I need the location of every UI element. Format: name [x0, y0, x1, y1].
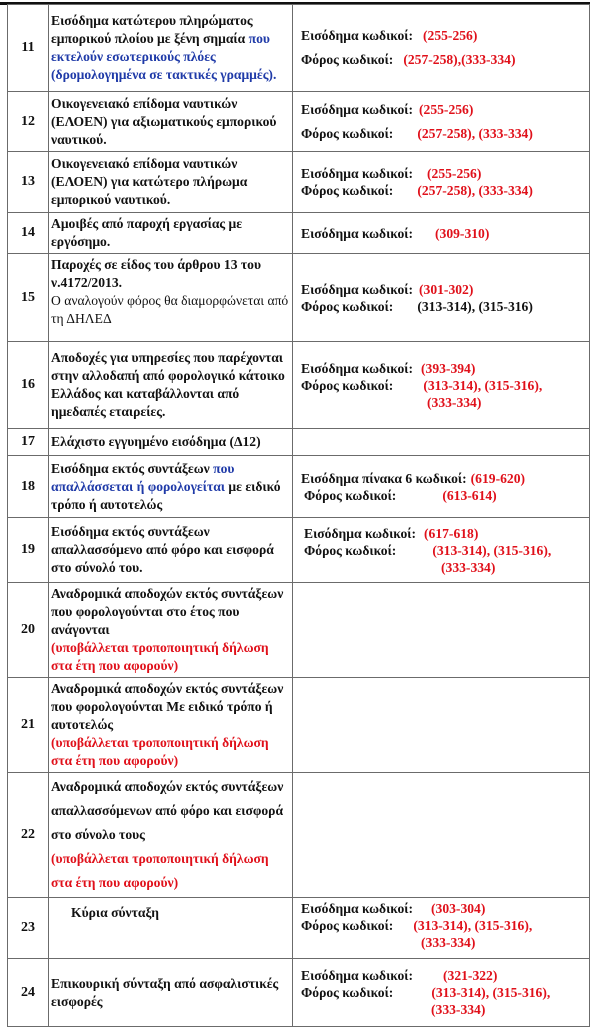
description-text: Παροχές σε είδος του άρθρου 13 του ν.4172/2013. [51, 257, 262, 290]
row-number: 11 [8, 5, 49, 92]
tax-codes-line [301, 48, 581, 72]
row-number: 22 [8, 773, 49, 898]
row-description [49, 678, 293, 773]
row-description [49, 898, 293, 959]
tax-codes-line [301, 917, 581, 934]
description-note: (υποβάλλεται τροποποιητική δήλωση στα έτη που αφορούν) [51, 640, 269, 673]
income-codes-label: Εισόδημα κωδικοί: [301, 968, 413, 983]
table-row [8, 92, 590, 152]
tax-codes-line [301, 542, 581, 559]
row-description [49, 5, 293, 92]
description-text: Οικογενειακό επίδομα ναυτικών (ΕΛΟΕΝ) για κατώτερο πλήρωμα εμπορικού ναυτικού. [51, 156, 248, 207]
row-number: 17 [8, 429, 49, 456]
income-codes-label: Εισόδημα κωδικοί: [301, 281, 413, 297]
row-number: 23 [8, 898, 49, 959]
row-description [49, 518, 293, 583]
tax-codes-value-2: (333-334) [427, 394, 482, 410]
table-row [8, 898, 590, 959]
income-codes-line [301, 525, 581, 542]
table-row [8, 773, 590, 898]
income-codes-value: (619-620) [470, 470, 526, 486]
table-row [8, 518, 590, 583]
row-description [49, 213, 293, 254]
row-codes-empty [293, 429, 590, 456]
row-number: 15 [8, 254, 49, 342]
description-text: Αναδρομικά αποδοχών εκτός συντάξεων που φορολογούνται στο έτος που ανάγονται [51, 586, 284, 637]
income-codes-line [301, 225, 581, 242]
tax-codes-line [301, 182, 581, 199]
tax-codes-continued [301, 394, 581, 411]
description-text: Αμοιβές από παροχή εργασίας με εργόσημο. [51, 216, 243, 249]
description-text: Επικουρική σύνταξη από ασφαλιστικές εισφορές [51, 975, 279, 1009]
tax-codes-continued [301, 1001, 581, 1018]
tax-codes-value: (257-258), (333-334) [417, 125, 533, 141]
description-text: Αναδρομικά αποδοχών εκτός συντάξεων απαλλασσόμενων από φόρο και εισφορά στο σύνολο τους [51, 779, 284, 842]
income-codes-line [301, 470, 581, 487]
tax-codes-value: (313-314), (315-316) [417, 298, 533, 314]
income-codes-value: (255-256) [423, 28, 478, 43]
table-row [8, 152, 590, 213]
row-description [49, 152, 293, 213]
tax-codes-label: Φόρος κωδικοί: [301, 52, 394, 67]
table-row [8, 959, 590, 1027]
tax-codes-continued [301, 934, 581, 951]
income-codes-value: (255-256) [419, 101, 474, 117]
row-codes-empty [293, 773, 590, 898]
row-codes [293, 898, 590, 959]
income-codes-line [301, 360, 581, 377]
description-text: Οικογενειακό επίδομα ναυτικών (ΕΛΟΕΝ) για αξιωματικούς εμπορικού ναυτικού. [51, 95, 277, 147]
income-codes-label: Εισόδημα κωδικοί: [301, 360, 413, 376]
description-text: Κύρια σύνταξη [71, 905, 159, 920]
tax-codes-line [301, 298, 581, 315]
description-text: Αποδοχές για υπηρεσίες που παρέχονται στην αλλοδαπή από φορολογικό κάτοικο Ελλάδος και καταβάλλονται από ημεδαπές εταιρείες. [51, 350, 285, 419]
row-codes [293, 959, 590, 1027]
tax-codes-value: (257-258),(333-334) [403, 52, 516, 67]
income-codes-label: Εισόδημα πίνακα 6 κωδικοί: [301, 470, 467, 486]
description-text: Εισόδημα εκτός συντάξεων απαλλασσόμενο από φόρο και εισφορά στο σύνολό του. [51, 524, 274, 575]
table-row [8, 456, 590, 518]
row-number: 13 [8, 152, 49, 213]
income-codes-label: Εισόδημα κωδικοί: [301, 101, 413, 117]
tax-codes-value: (313-314), (315-316), [423, 377, 543, 393]
row-description [49, 429, 293, 456]
income-codes-value: (309-310) [435, 225, 490, 241]
tax-codes-line [301, 377, 581, 394]
row-codes [293, 213, 590, 254]
description-note: Ο αναλογούν φόρος θα διαμορφώνεται από τη ΔΗΛΕΔ [51, 293, 289, 326]
table-row [8, 583, 590, 678]
tax-codes-label: Φόρος κωδικοί: [301, 918, 394, 933]
tax-codes-line [301, 984, 581, 1001]
tax-codes-value: (313-314), (315-316), [432, 542, 552, 558]
table-row [8, 5, 590, 92]
row-number: 24 [8, 959, 49, 1027]
row-codes [293, 456, 590, 518]
row-codes [293, 342, 590, 429]
tax-codes-value-2: (333-334) [431, 1002, 486, 1017]
tax-codes-label: Φόρος κωδικοί: [304, 542, 397, 558]
tax-codes-continued [301, 559, 581, 576]
income-codes-line [301, 98, 581, 122]
income-codes-line [301, 900, 581, 917]
description-text: Εισόδημα κατώτερου πληρώματος εμπορικού πλοίου με ξένη σημαία [51, 13, 253, 46]
income-codes-label: Εισόδημα κωδικοί: [304, 525, 416, 541]
income-codes-line [301, 165, 581, 182]
income-codes-line [301, 281, 581, 298]
row-description [49, 456, 293, 518]
income-codes-line [301, 24, 581, 48]
tax-codes-value: (257-258), (333-334) [417, 183, 533, 198]
row-number: 16 [8, 342, 49, 429]
description-note: (υποβάλλεται τροποποιητική δήλωση στα έτη που αφορούν) [51, 735, 269, 768]
row-number: 14 [8, 213, 49, 254]
description-text-2: με ειδικό τρόπο ή αυτοτελώς [51, 478, 281, 512]
tax-codes-value: (313-314), (315-316), [413, 918, 533, 933]
tax-codes-value: (313-314), (315-316), [431, 985, 551, 1000]
description-text: Ελάχιστο εγγυημένο εισόδημα (Δ12) [51, 434, 261, 449]
table-row [8, 342, 590, 429]
income-codes-value: (393-394) [421, 360, 476, 376]
row-number: 19 [8, 518, 49, 583]
description-note: (υποβάλλεται τροποποιητική δήλωση στα έτη που αφορούν) [51, 851, 269, 890]
tax-codes-label: Φόρος κωδικοί: [304, 487, 397, 503]
income-codes-value: (255-256) [427, 166, 482, 181]
table-row [8, 678, 590, 773]
table-row [8, 254, 590, 342]
tax-codes-line [301, 122, 581, 146]
income-codes-value: (301-302) [419, 281, 474, 297]
row-codes-empty [293, 678, 590, 773]
row-number: 18 [8, 456, 49, 518]
description-text: Αναδρομικά αποδοχών εκτός συντάξεων που φορολογούνται Με ειδικό τρόπο ή αυτοτελώς [51, 681, 284, 732]
income-codes-value: (617-618) [424, 525, 479, 541]
row-codes [293, 5, 590, 92]
tax-codes-label: Φόρος κωδικοί: [301, 298, 394, 314]
row-codes [293, 254, 590, 342]
row-codes [293, 92, 590, 152]
tax-codes-label: Φόρος κωδικοί: [301, 985, 394, 1000]
row-description [49, 342, 293, 429]
row-number: 21 [8, 678, 49, 773]
income-codes-value: (321-322) [443, 968, 498, 983]
row-description [49, 583, 293, 678]
tax-codes-value: (613-614) [442, 487, 497, 503]
tax-codes-label: Φόρος κωδικοί: [301, 377, 394, 393]
description-highlight: που εκτελούν εσωτερικούς πλόες (δρομολογημένα σε τακτικές γραμμές). [51, 31, 277, 82]
income-codes-label: Εισόδημα κωδικοί: [301, 166, 413, 181]
row-description [49, 773, 293, 898]
row-codes-empty [293, 583, 590, 678]
description-highlight: που απαλλάσσεται ή φορολογείται [51, 460, 235, 494]
income-codes-line [301, 967, 581, 984]
income-codes-label: Εισόδημα κωδικοί: [301, 28, 413, 43]
tax-codes-line [301, 487, 581, 504]
row-description [49, 254, 293, 342]
table-row [8, 213, 590, 254]
row-description [49, 92, 293, 152]
income-codes-table [7, 4, 590, 1027]
table-row [8, 429, 590, 456]
income-codes-value: (303-304) [431, 901, 486, 916]
row-description [49, 959, 293, 1027]
income-codes-label: Εισόδημα κωδικοί: [301, 225, 413, 241]
row-codes [293, 518, 590, 583]
tax-codes-label: Φόρος κωδικοί: [301, 125, 394, 141]
tax-codes-value-2: (333-334) [441, 559, 496, 575]
row-number: 12 [8, 92, 49, 152]
row-codes [293, 152, 590, 213]
row-number: 20 [8, 583, 49, 678]
income-codes-label: Εισόδημα κωδικοί: [301, 901, 413, 916]
tax-codes-value-2: (333-334) [421, 935, 476, 950]
tax-codes-label: Φόρος κωδικοί: [301, 183, 394, 198]
description-text: Εισόδημα εκτός συντάξεων [51, 460, 214, 476]
